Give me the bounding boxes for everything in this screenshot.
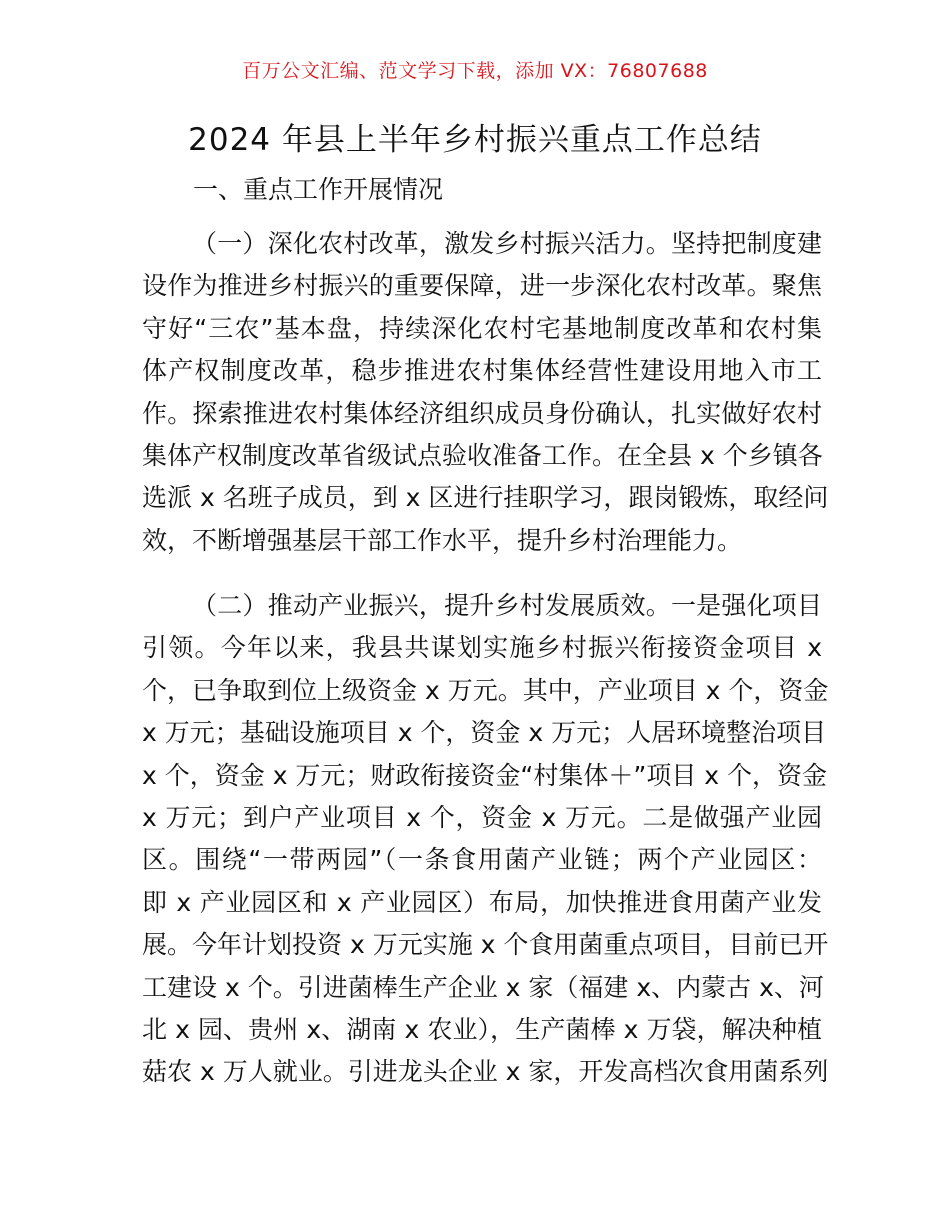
paragraph-line: 选派 x 名班子成员，到 x 区进行挂职学习，跟岗锻炼，取经问 [142,483,829,513]
paragraph-line: 展。今年计划投资 x 万元实施 x 个食用菌重点项目，目前已开 [142,930,829,960]
paragraph-line: 作。探索推进农村集体经济组织成员身份确认，扎实做好农村 [142,398,822,428]
section-heading: 一、重点工作开展情况 [193,175,444,204]
paragraph-line: 菇农 x 万人就业。引进龙头企业 x 家，开发高档次食用菌系列 [142,1057,829,1087]
document-title: 2024 年县上半年乡村振兴重点工作总结 [188,122,762,158]
paragraph-line: 工建设 x 个。引进菌棒生产企业 x 家（福建 x、内蒙古 x、河 [142,972,824,1002]
paragraph-line: 效，不断增强基层干部工作水平，提升乡村治理能力。 [142,525,743,555]
paragraph-line: （二）推动产业振兴，提升乡村发展质效。一是强化项目 [192,591,822,620]
paragraph-industry-revitalization [142,585,829,1094]
paragraph-line: x 个，资金 x 万元；财政衔接资金“村集体＋”项目 x 个，资金 [142,760,828,790]
paragraph-line: 即 x 产业园区和 x 产业园区）布局，加快推进食用菌产业发 [142,887,822,917]
paragraph-line: 北 x 园、贵州 x、湖南 x 农业），生产菌棒 x 万袋，解决种植 [142,1014,822,1044]
paragraph-line: 守好“三农”基本盘，持续深化农村宅基地制度改革和农村集 [142,313,822,343]
header-promo-note: 百万公文汇编、范文学习下载，添加 VX：76807688 [242,60,708,82]
paragraph-line: 引领。今年以来，我县共谋划实施乡村振兴衔接资金项目 x [142,633,822,663]
paragraph-line: 个，已争取到位上级资金 x 万元。其中，产业项目 x 个，资金 [142,675,829,705]
paragraph-rural-reform [142,223,829,562]
paragraph-line: 体产权制度改革，稳步推进农村集体经营性建设用地入市工 [142,356,822,386]
paragraph-line: （一）深化农村改革，激发乡村振兴活力。坚持把制度建 [192,229,822,258]
paragraph-line: 集体产权制度改革省级试点验收准备工作。在全县 x 个乡镇各 [142,440,823,470]
paragraph-line: 设作为推进乡村振兴的重要保障，进一步深化农村改革。聚焦 [142,271,822,301]
paragraph-line: x 万元；基础设施项目 x 个，资金 x 万元；人居环境整治项目 [142,718,827,748]
paragraph-line: x 万元；到户产业项目 x 个，资金 x 万元。二是做强产业园 [142,802,822,832]
paragraph-line: 区。围绕“一带两园”（一条食用菌产业链；两个产业园区： [142,845,822,875]
